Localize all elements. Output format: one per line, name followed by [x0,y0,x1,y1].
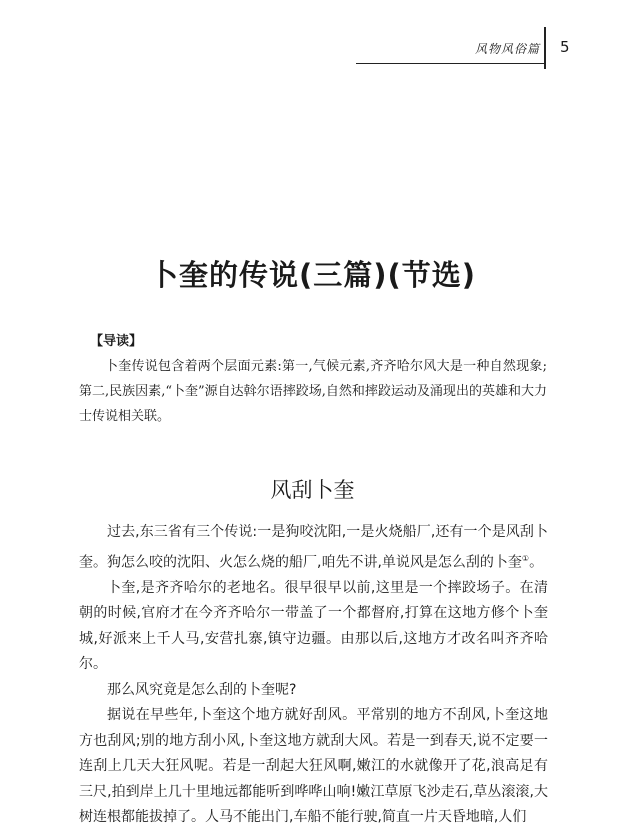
paragraph-text: 过去,东三省有三个传说:一是狗咬沈阳,一是火烧船厂,还有一个是风刮卜奎。狗怎么咬的沈阳、火怎么烧的船厂,咱先不讲,单说风是怎么刮的卜奎 [79,524,548,571]
header-divider [544,27,546,69]
header-rule [356,63,546,64]
paragraph: 卜奎,是齐齐哈尔的老地名。很早很早以前,这里是一个摔跤场子。在清朝的时候,官府才在今齐齐哈尔一带盖了一个都督府,打算在这地方修个卜奎城,好派来上千人马,安营扎寨,镇守边疆。由那以后,这地方才改名叫齐齐哈尔。 [79,579,548,673]
paragraph: 据说在早些年,卜奎这个地方就好刮风。平常别的地方不刮风,卜奎这地方也刮风;别的地方刮小风,卜奎这地方就刮大风。若是一到春天,说不定要一连刮上几天大狂风呢。若是一刮起大狂风啊,嫩江的水就像开了花,浪高足有三尺,拍到岸上几十里地远都能听到哗哗山响!嫩江草原飞沙走石,草丛滚滚,大树连根都能拔掉了。人马不能出门,车船不能行驶,简直一片天昏地暗,人们 [79,707,548,826]
intro-label: 【导读】 [90,334,143,349]
paragraph-tail: 。 [529,554,544,571]
paragraph: 那么风究竟是怎么刮的卜奎呢? [107,681,297,698]
footnote-marker[interactable]: ① [521,553,530,563]
running-header: 风物风俗篇 [474,42,540,56]
intro-text: 卜奎传说包含着两个层面元素:第一,气候元素,齐齐哈尔风大是一种自然现象;第二,民族因素,“卜奎”源自达斡尔语摔跤场,自然和摔跤运动及涌现出的英雄和大力士传说相关联。 [79,359,547,424]
body-text [79,520,548,831]
page-title: 卜奎的传说(三篇)(节选) [148,258,477,292]
paragraph [79,520,548,576]
section-title: 风刮卜奎 [270,478,355,502]
page-number: 5 [560,38,570,56]
